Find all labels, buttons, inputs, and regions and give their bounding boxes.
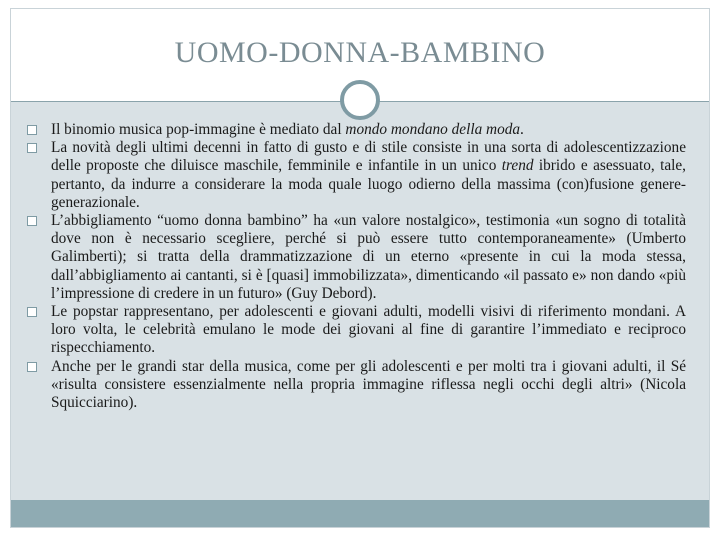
bullet-text: Il binomio musica pop-immagine è mediato dal (51, 121, 346, 138)
bullet-text-italic: mondo mondano della moda (345, 121, 521, 138)
bullet-item (26, 139, 686, 212)
square-bullet-icon (27, 143, 37, 153)
bullet-item (26, 121, 686, 139)
square-bullet-icon (27, 216, 37, 226)
bullet-list (26, 121, 686, 412)
bullet-text: L’abbigliamento “uomo donna bambino” ha «un valore nostalgico», testimonia «un sogno di totalità dove non è necessario scegliere, perché si può essere tutto contemporaneamente» (Umberto Galimberti); si tratta della drammatizzazione di un eterno «presente in cui la moda stessa, dall’abbigliamento ai cantanti, si è [quasi] immobilizzata», dimenticando «il passato e» non dando «più l’impressione di credere in un futuro» (Guy Debord). (51, 212, 686, 302)
bullet-text: ibrido e asessuato, tale, pertanto, da indurre a considerare la moda quale luogo odierno della massima (con)fusione genere-generazionale. (51, 157, 686, 211)
circle-ornament-icon (340, 80, 380, 120)
bullet-item (26, 212, 686, 303)
bullet-text: Le popstar rappresentano, per adolescenti e giovani adulti, modelli visivi di riferimento mondani. A loro volta, le celebrità emulano le mode dei giovani al fine di garantire l’immediato e reciproco rispecchiamento. (51, 303, 686, 357)
bullet-text-italic: trend (501, 157, 534, 175)
bullet-text: . (520, 121, 524, 138)
bullet-item (26, 303, 686, 358)
title-divider-left (11, 101, 343, 102)
footer-bar (11, 500, 709, 527)
square-bullet-icon (27, 362, 37, 372)
bullet-item (26, 358, 686, 413)
square-bullet-icon (27, 125, 37, 135)
bullet-text: La novità degli ultimi decenni in fatto di gusto e di stile consiste in una sorta di adolescentizzazione delle proposte che diluisce maschile, femminile e infantile in un unico (51, 139, 686, 175)
bullet-text: Anche per le grandi star della musica, come per gli adolescenti e per molti tra i giovani adulti, il Sé «risulta consistere essenzialmente nella propria immagine riflessa negli occhi degli altri» (Nicola Squicciarino). (51, 357, 686, 412)
title-divider-right (378, 101, 709, 102)
slide-title: UOMO-DONNA-BAMBINO (174, 36, 546, 69)
square-bullet-icon (27, 307, 37, 317)
